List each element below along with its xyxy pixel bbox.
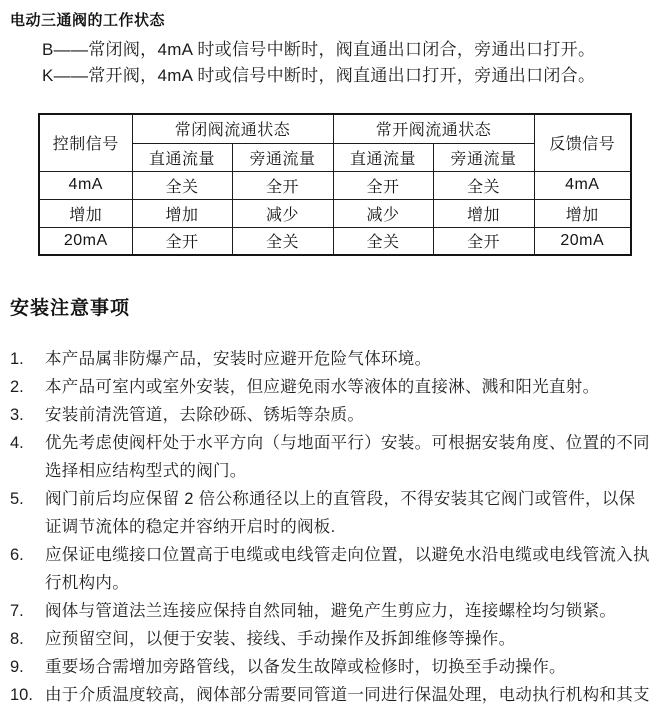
- table-cell: 全关: [132, 171, 232, 199]
- table-cell: 增加: [433, 199, 534, 227]
- valve-type-legend: [42, 37, 670, 89]
- installation-notes-list: [0, 345, 670, 709]
- item-text: 重要场合需增加旁路管线，以备发生故障或检修时，切换至手动操作。: [45, 658, 566, 676]
- item-text: 应保证电缆接口位置高于电缆或电线管走向位置，以避免水沿电缆或电线管流入执行机构内。: [45, 546, 650, 592]
- list-item: [10, 681, 670, 709]
- item-number: 3.: [10, 406, 24, 424]
- header-nc-valve-group: 常闭阀流通状态: [132, 114, 333, 143]
- list-item: [10, 625, 670, 653]
- list-item: [10, 653, 670, 681]
- item-number: 2.: [10, 378, 24, 396]
- list-item: [10, 401, 670, 429]
- table-cell: 20mA: [39, 227, 132, 255]
- item-text: 本产品可室内或室外安装，但应避免雨水等液体的直接淋、溅和阳光直射。: [45, 378, 600, 396]
- document-page: [0, 10, 670, 713]
- table-cell: 全开: [132, 227, 232, 255]
- item-text: 阀体与管道法兰连接应保持自然同轴，避免产生剪应力，连接螺栓均匀锁紧。: [45, 602, 617, 620]
- header-direct-flow-nc: 直通流量: [132, 143, 232, 171]
- header-control-signal: 控制信号: [39, 114, 132, 171]
- valve-type-b-line: B——常闭阀，4mA 时或信号中断时，阀直通出口闭合，旁通出口打开。: [42, 40, 596, 59]
- table-cell: 减少: [232, 199, 333, 227]
- table-cell: 全关: [433, 171, 534, 199]
- table-cell: 全开: [433, 227, 534, 255]
- list-item: [10, 345, 670, 373]
- table-cell: 全关: [333, 227, 433, 255]
- table-row: [39, 171, 631, 199]
- item-number: 7.: [10, 602, 24, 620]
- table-cell: 减少: [333, 199, 433, 227]
- item-number: 9.: [10, 658, 24, 676]
- table-cell: 增加: [534, 199, 631, 227]
- item-text: 应预留空间，以便于安装、接线、手动操作及拆卸维修等操作。: [45, 630, 516, 648]
- table-row: [39, 199, 631, 227]
- item-number: 4.: [10, 434, 24, 452]
- table-cell: 20mA: [534, 227, 631, 255]
- item-text: 由于介质温度较高，阀体部分需要同管道一同进行保温处理，电动执行机构和其支: [45, 686, 650, 704]
- item-text: 阀门前后均应保留 2 倍公称通径以上的直管段，不得安装其它阀门或管件，以保证调节流体的稳定并容纳开启时的阀板.: [45, 490, 636, 536]
- list-item: [10, 373, 670, 401]
- header-bypass-flow-nc: 旁通流量: [232, 143, 333, 171]
- table-cell: 全关: [232, 227, 333, 255]
- table-cell: 增加: [39, 199, 132, 227]
- item-number: 6.: [10, 546, 24, 564]
- table-cell: 4mA: [534, 171, 631, 199]
- item-text: 优先考虑使阀杆处于水平方向（与地面平行）安装。可根据安装角度、位置的不同选择相应结构型式的阀门。: [45, 434, 650, 480]
- list-item: [10, 429, 670, 485]
- section-title-installation-notes: 安装注意事项: [10, 298, 131, 319]
- list-item: [10, 485, 670, 541]
- work-state-table: [38, 113, 632, 256]
- item-text: 本产品属非防爆产品，安装时应避开危险气体环境。: [45, 350, 432, 368]
- table-row: [39, 227, 631, 255]
- table-cell: 4mA: [39, 171, 132, 199]
- item-number: 8.: [10, 630, 24, 648]
- item-number: 5.: [10, 490, 24, 508]
- item-text: 安装前清洗管道，去除砂砾、锈垢等杂质。: [45, 406, 365, 424]
- header-bypass-flow-no: 旁通流量: [433, 143, 534, 171]
- header-direct-flow-no: 直通流量: [333, 143, 433, 171]
- header-feedback-signal: 反馈信号: [534, 114, 631, 171]
- item-number: 1.: [10, 350, 24, 368]
- list-item: [10, 597, 670, 625]
- valve-type-k-line: K——常开阀，4mA 时或信号中断时，阀直通出口打开，旁通出口闭合。: [42, 66, 596, 85]
- item-number: 10.: [10, 686, 33, 704]
- page-title: 电动三通阀的工作状态: [10, 12, 166, 29]
- table-cell: 全开: [232, 171, 333, 199]
- table-cell: 全开: [333, 171, 433, 199]
- list-item: [10, 541, 670, 597]
- table-cell: 增加: [132, 199, 232, 227]
- header-no-valve-group: 常开阀流通状态: [333, 114, 534, 143]
